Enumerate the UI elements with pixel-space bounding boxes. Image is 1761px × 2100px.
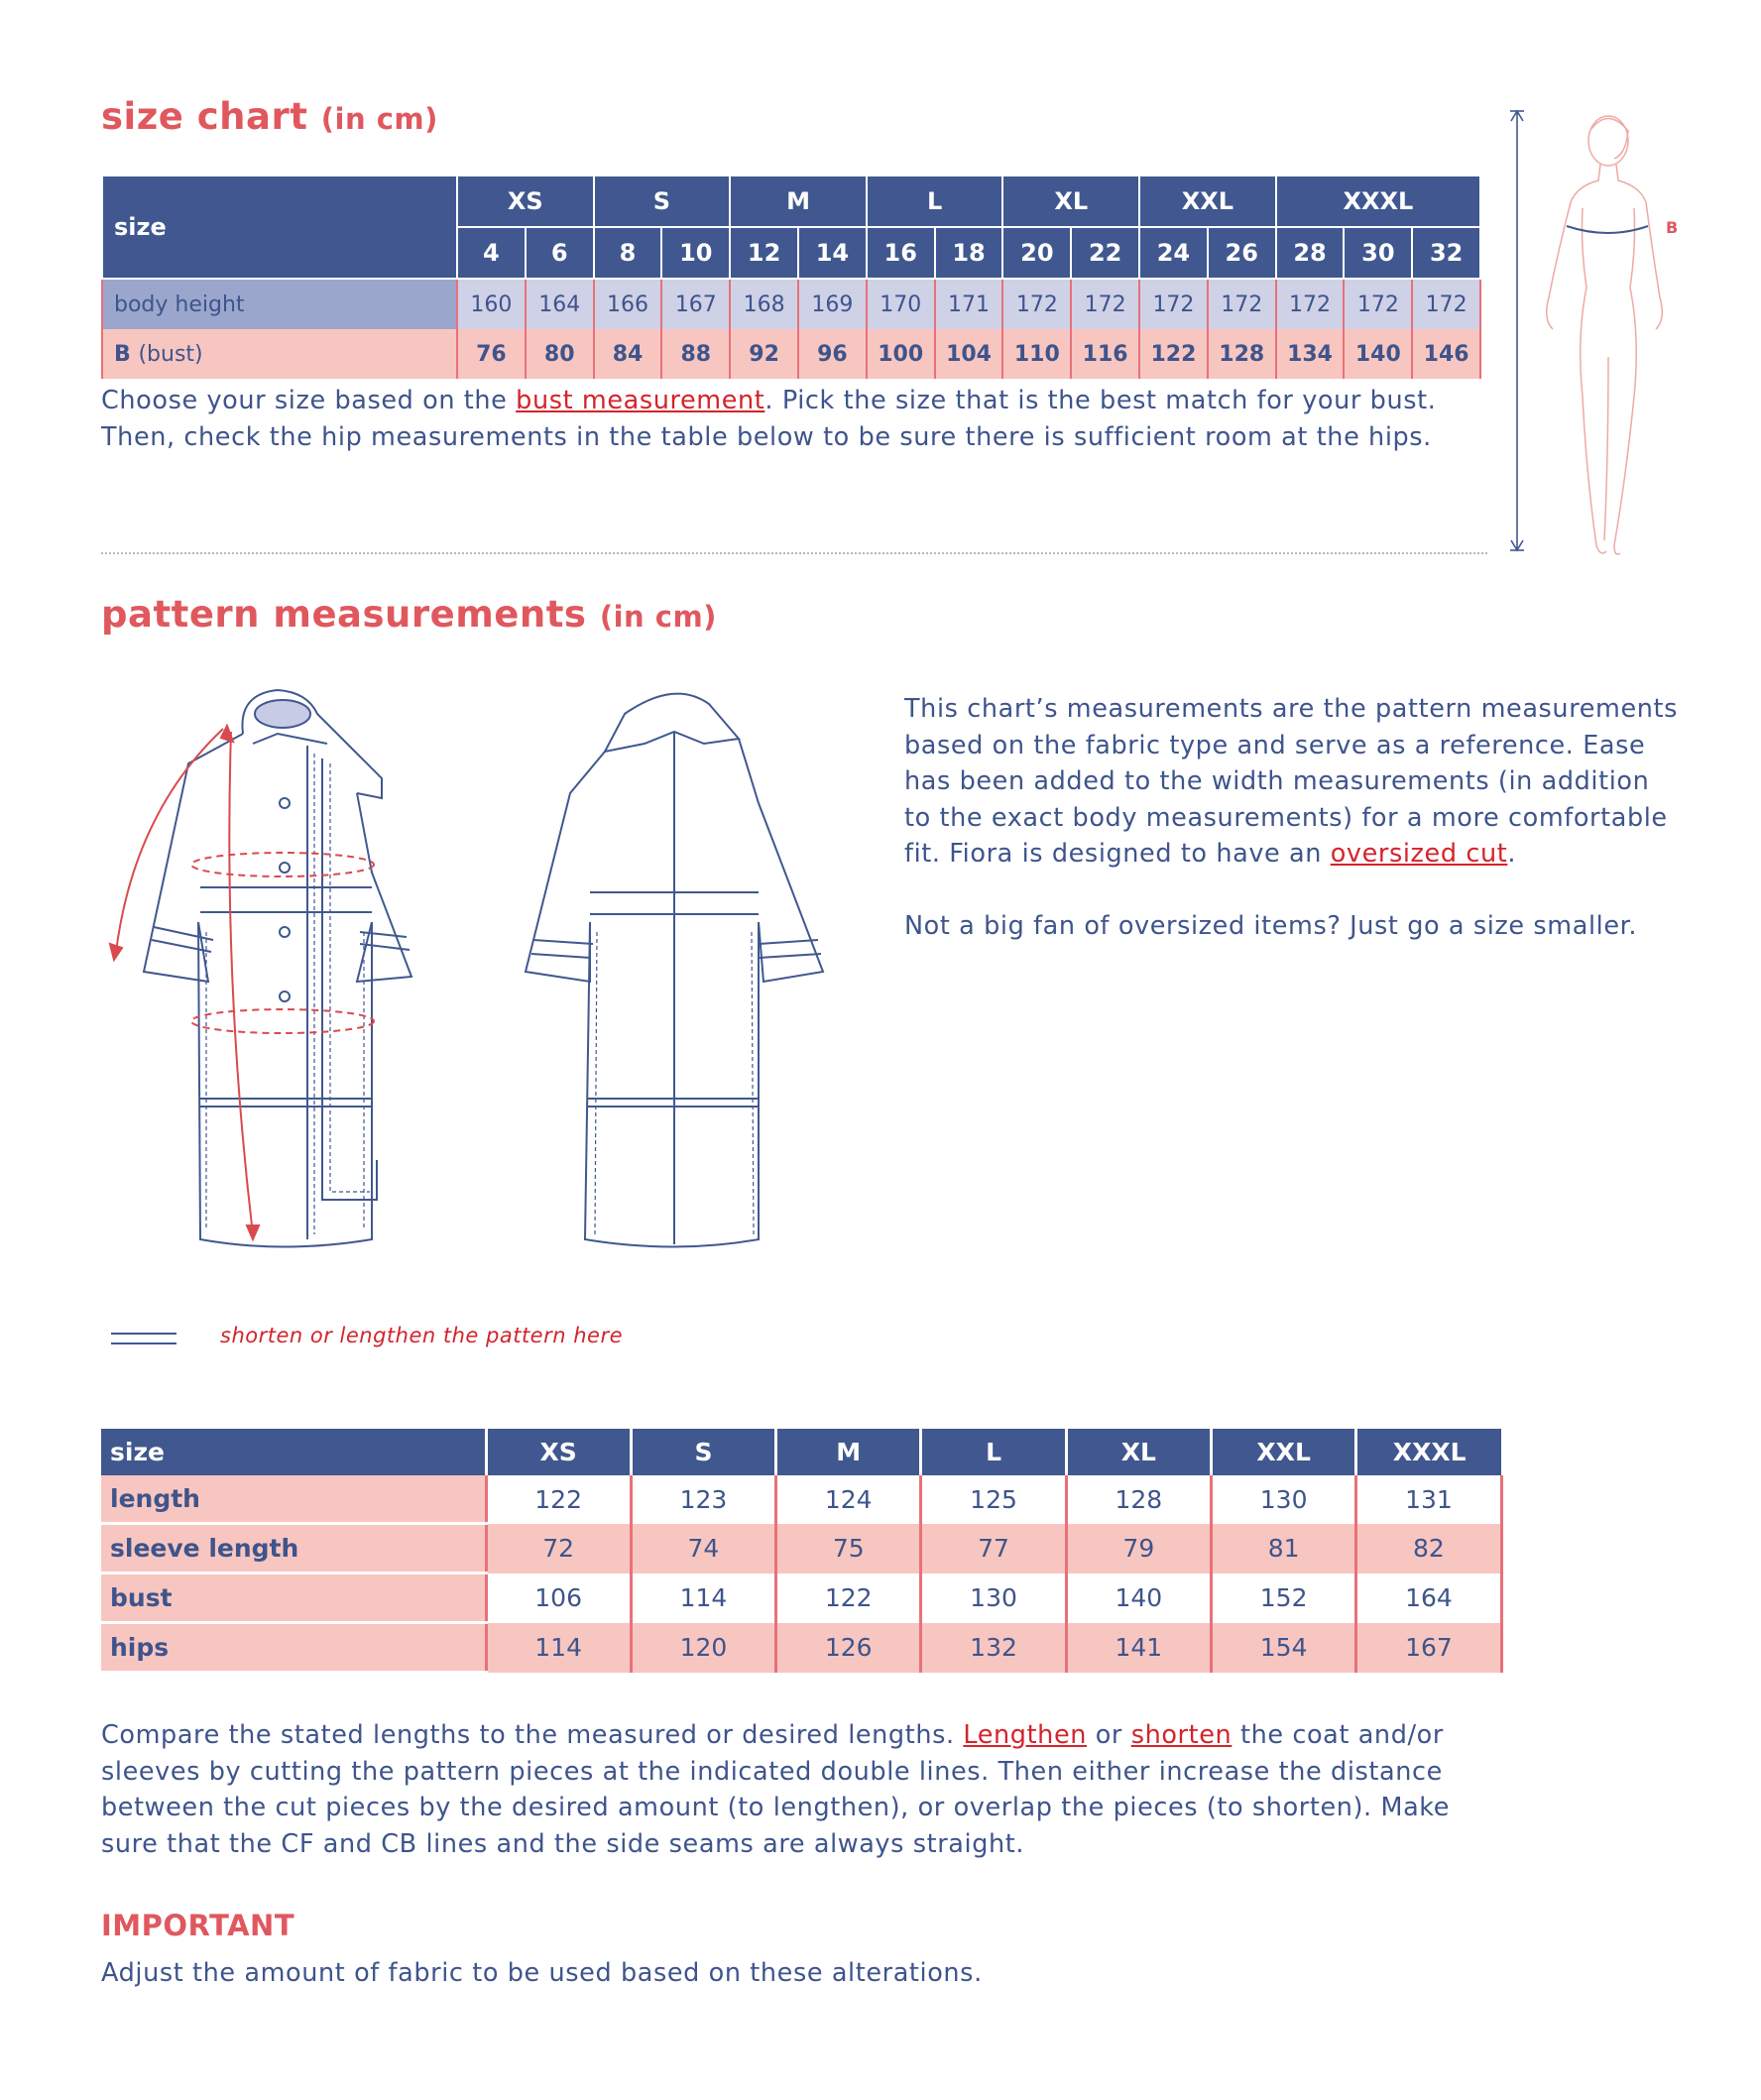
body-height-cell: 166 xyxy=(594,279,662,329)
size-chart-title: size chart (in cm) xyxy=(101,95,438,138)
pattern-size-header-cell: XXXL xyxy=(1356,1429,1501,1475)
size-number-cell: 28 xyxy=(1276,227,1345,279)
body-height-label: body height xyxy=(102,279,457,329)
size-group-l: L xyxy=(867,175,1003,227)
body-height-cell: 172 xyxy=(1071,279,1139,329)
pattern-value-cell: 124 xyxy=(776,1475,921,1524)
pattern-size-label: size xyxy=(101,1429,486,1475)
bust-line-icon xyxy=(1567,226,1648,233)
size-group-xxl: XXL xyxy=(1139,175,1276,227)
pattern-value-cell: 154 xyxy=(1211,1623,1355,1673)
body-height-cell: 172 xyxy=(1344,279,1412,329)
size-number-cell: 24 xyxy=(1139,227,1208,279)
size-number-cell: 22 xyxy=(1071,227,1139,279)
bust-cell: 146 xyxy=(1412,329,1480,379)
pattern-size-header-cell: M xyxy=(776,1429,921,1475)
pattern-table-header xyxy=(101,1429,1501,1475)
pattern-value-cell: 122 xyxy=(776,1574,921,1623)
pattern-value-cell: 82 xyxy=(1356,1524,1501,1574)
size-number-cell: 18 xyxy=(935,227,1003,279)
legend-text: shorten or lengthen the pattern here xyxy=(220,1324,623,1347)
size-group-xs: XS xyxy=(457,175,594,227)
bust-label: B (bust) xyxy=(102,329,457,379)
size-group-s: S xyxy=(594,175,731,227)
pattern-value-cell: 74 xyxy=(631,1524,775,1574)
pattern-row-label: sleeve length xyxy=(101,1524,486,1574)
pattern-value-cell: 141 xyxy=(1066,1623,1211,1673)
pattern-value-cell: 140 xyxy=(1066,1574,1211,1623)
size-number-cell: 14 xyxy=(798,227,867,279)
pattern-value-cell: 72 xyxy=(486,1524,631,1574)
size-group-xxxl: XXXL xyxy=(1276,175,1480,227)
pattern-row-label: bust xyxy=(101,1574,486,1623)
shorten-link[interactable]: shorten xyxy=(1130,1720,1233,1750)
pattern-table xyxy=(101,1429,1503,1674)
bust-cell: 100 xyxy=(867,329,935,379)
pattern-size-header-cell: S xyxy=(631,1429,775,1475)
bust-cell: 80 xyxy=(526,329,594,379)
pattern-table-row xyxy=(101,1623,1501,1673)
pattern-value-cell: 122 xyxy=(486,1475,631,1524)
size-group-xl: XL xyxy=(1002,175,1139,227)
pattern-value-cell: 114 xyxy=(631,1574,775,1623)
size-chart-table xyxy=(101,175,1481,379)
bust-cell: 84 xyxy=(594,329,662,379)
pattern-value-cell: 130 xyxy=(921,1574,1066,1623)
bust-cell: 140 xyxy=(1344,329,1412,379)
compare-paragraph: Compare the stated lengths to the measured or desired lengths. Lengthen or shorten the coat and/or sleeves by cutting the pattern pieces at the indicated double lines. Then either increase the distance between the cut pieces by the desired amount (to lengthen), or overlap the pieces (to shorten). Make sure that the CF and CB lines and the side seams are always straight. xyxy=(101,1720,1451,1859)
size-number-cell: 30 xyxy=(1344,227,1412,279)
bust-cell: 122 xyxy=(1139,329,1208,379)
bust-cell: 110 xyxy=(1002,329,1071,379)
coat-front-illustration xyxy=(104,684,441,1259)
pattern-value-cell: 152 xyxy=(1211,1574,1355,1623)
pattern-value-cell: 75 xyxy=(776,1524,921,1574)
size-number-cell: 4 xyxy=(457,227,526,279)
lengthen-link[interactable]: Lengthen xyxy=(963,1720,1087,1750)
body-figure-illustration xyxy=(1497,99,1679,565)
body-height-cell: 160 xyxy=(457,279,526,329)
bust-cell: 92 xyxy=(730,329,798,379)
pattern-measurements-title: pattern measurements (in cm) xyxy=(101,593,717,636)
bust-cell: 96 xyxy=(798,329,867,379)
pattern-size-header-cell: XL xyxy=(1066,1429,1211,1475)
size-number-cell: 20 xyxy=(1002,227,1071,279)
pattern-value-cell: 131 xyxy=(1356,1475,1501,1524)
pattern-value-cell: 126 xyxy=(776,1623,921,1673)
size-chart-note: Choose your size based on the bust measurement. Pick the size that is the best match for your bust. Then, check the hip measurements in the table below to be sure there is sufficient room at the hips. xyxy=(101,386,1437,452)
bust-cell: 134 xyxy=(1276,329,1345,379)
body-height-cell: 170 xyxy=(867,279,935,329)
pattern-value-cell: 114 xyxy=(486,1623,631,1673)
body-height-cell: 168 xyxy=(730,279,798,329)
bust-cell: 104 xyxy=(935,329,1003,379)
pattern-value-cell: 125 xyxy=(921,1475,1066,1524)
size-number-cell: 12 xyxy=(730,227,798,279)
body-height-cell: 167 xyxy=(661,279,730,329)
body-height-cell: 172 xyxy=(1412,279,1480,329)
body-height-cell: 171 xyxy=(935,279,1003,329)
important-heading: IMPORTANT xyxy=(101,1909,295,1942)
pattern-value-cell: 132 xyxy=(921,1623,1066,1673)
body-height-cell: 172 xyxy=(1208,279,1276,329)
oversized-cut-link[interactable]: oversized cut xyxy=(1330,839,1508,869)
size-row-label: size xyxy=(102,175,457,279)
pattern-description: This chart’s measurements are the pattern measurements based on the fabric type and serve as a reference. Ease has been added to the width measurements (in addition to the exact body measurements) for a more comfortable fit. Fiora is designed to have an oversized cut. Not a big fan of oversized items? Just go a size smaller. xyxy=(904,694,1678,941)
size-number-cell: 6 xyxy=(526,227,594,279)
pattern-size-header-cell: XXL xyxy=(1211,1429,1355,1475)
section-divider xyxy=(101,552,1487,554)
bust-measurement-link[interactable]: bust measurement xyxy=(516,386,765,415)
body-height-cell: 169 xyxy=(798,279,867,329)
pattern-value-cell: 79 xyxy=(1066,1524,1211,1574)
size-number-cell: 32 xyxy=(1412,227,1480,279)
pattern-row-label: hips xyxy=(101,1623,486,1673)
pattern-value-cell: 120 xyxy=(631,1623,775,1673)
pattern-value-cell: 167 xyxy=(1356,1623,1501,1673)
figure-bust-label: B xyxy=(1666,218,1679,237)
size-number-cell: 26 xyxy=(1208,227,1276,279)
size-number-cell: 16 xyxy=(867,227,935,279)
pattern-value-cell: 164 xyxy=(1356,1574,1501,1623)
woman-outline-icon xyxy=(1547,116,1663,554)
bust-cell: 88 xyxy=(661,329,730,379)
body-height-cell: 172 xyxy=(1002,279,1071,329)
pattern-row-label: length xyxy=(101,1475,486,1524)
size-number-cell: 10 xyxy=(661,227,730,279)
pattern-table-row xyxy=(101,1574,1501,1623)
bust-cell: 128 xyxy=(1208,329,1276,379)
bust-cell: 116 xyxy=(1071,329,1139,379)
pattern-value-cell: 123 xyxy=(631,1475,775,1524)
bust-row xyxy=(102,329,1480,379)
body-height-cell: 172 xyxy=(1276,279,1345,329)
pattern-value-cell: 106 xyxy=(486,1574,631,1623)
coat-back-illustration xyxy=(516,684,833,1259)
pattern-table-row xyxy=(101,1475,1501,1524)
pattern-value-cell: 77 xyxy=(921,1524,1066,1574)
pattern-table-row xyxy=(101,1524,1501,1574)
important-text: Adjust the amount of fabric to be used based on these alterations. xyxy=(101,1958,983,1988)
size-group-m: M xyxy=(730,175,867,227)
size-number-cell: 8 xyxy=(594,227,662,279)
pattern-value-cell: 128 xyxy=(1066,1475,1211,1524)
pattern-value-cell: 130 xyxy=(1211,1475,1355,1524)
body-height-cell: 172 xyxy=(1139,279,1208,329)
pattern-value-cell: 81 xyxy=(1211,1524,1355,1574)
body-height-row xyxy=(102,279,1480,329)
body-height-cell: 164 xyxy=(526,279,594,329)
bust-cell: 76 xyxy=(457,329,526,379)
double-line-legend-icon xyxy=(111,1329,180,1350)
pattern-size-header-cell: XS xyxy=(486,1429,631,1475)
pattern-size-header-cell: L xyxy=(921,1429,1066,1475)
